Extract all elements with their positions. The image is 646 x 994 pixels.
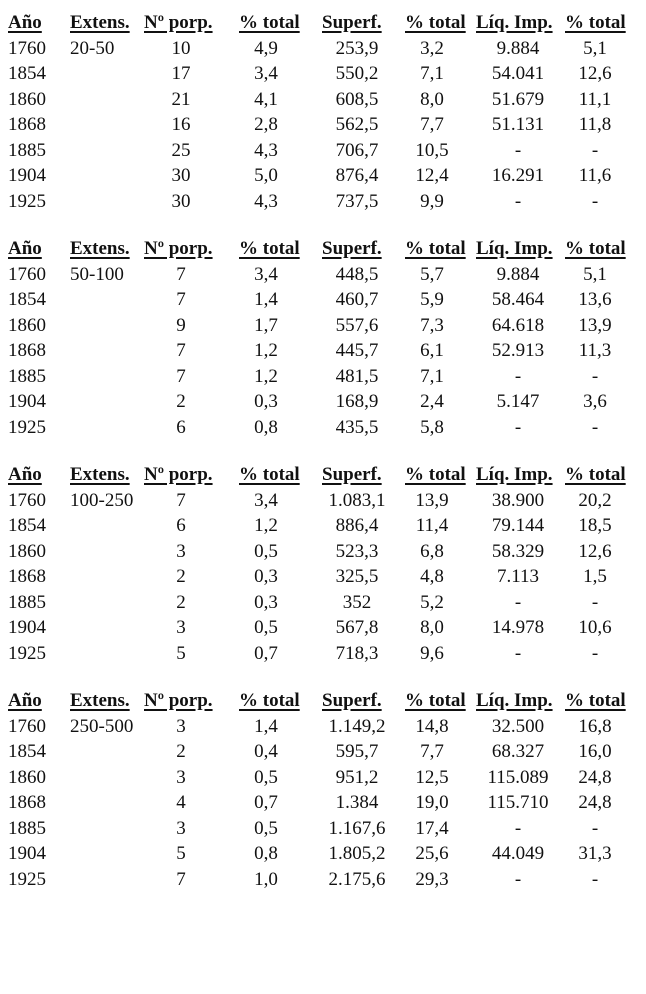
cell-pct-proprietors: 0,5	[254, 817, 278, 839]
header-pct-tax: % total	[565, 690, 626, 711]
cell-liquid-tax: 64.618	[491, 314, 545, 336]
cell-pct-tax: 5,1	[583, 263, 607, 285]
cell-pct-proprietors: 1,2	[254, 515, 278, 536]
header-extension: Extens.	[70, 690, 130, 711]
cell-pct-proprietors: 0,8	[254, 843, 278, 864]
cell-pct-tax: 31,3	[578, 843, 612, 864]
table-row	[0, 790, 646, 816]
cell-liquid-tax: 5.147	[496, 391, 540, 412]
header-pct-proprietors: % total	[239, 238, 300, 259]
cell-surface: 1.805,2	[328, 843, 386, 864]
cell-num-proprietors: 30	[171, 190, 191, 212]
cell-pct-proprietors: 5,0	[254, 165, 278, 186]
cell-pct-proprietors: 0,3	[254, 591, 278, 613]
table-row	[0, 163, 646, 189]
cell-num-proprietors: 7	[176, 340, 186, 361]
cell-liquid-tax: 52.913	[491, 340, 545, 361]
cell-pct-surface: 12,4	[415, 165, 449, 186]
cell-liquid-tax: -	[514, 868, 522, 890]
cell-year: 1885	[8, 817, 46, 839]
cell-extension: 100-250	[70, 489, 134, 511]
cell-pct-proprietors: 0,8	[254, 416, 278, 438]
header-year: Año	[8, 12, 42, 33]
cell-liquid-tax: -	[514, 139, 522, 161]
cell-surface: 253,9	[335, 37, 379, 59]
cell-liquid-tax: 32.500	[491, 715, 545, 737]
header-pct-proprietors: % total	[239, 12, 300, 33]
table-row	[0, 415, 646, 441]
cell-pct-tax: 12,6	[578, 63, 612, 84]
cell-pct-surface: 8,0	[420, 88, 444, 110]
table-row	[0, 313, 646, 339]
cell-pct-tax: -	[591, 868, 599, 890]
header-pct-surface: % total	[405, 690, 466, 711]
cell-surface: 567,8	[335, 617, 379, 638]
cell-year: 1868	[8, 566, 46, 587]
table-row	[0, 615, 646, 641]
cell-num-proprietors: 7	[176, 868, 186, 890]
cell-pct-tax: 18,5	[578, 515, 612, 536]
cell-surface: 595,7	[335, 741, 379, 762]
table-row	[0, 564, 646, 590]
cell-num-proprietors: 30	[171, 165, 191, 186]
cell-surface: 1.167,6	[328, 817, 386, 839]
cell-pct-tax: 16,0	[578, 741, 612, 762]
cell-num-proprietors: 10	[171, 37, 191, 59]
cell-pct-proprietors: 1,4	[254, 715, 278, 737]
cell-surface: 435,5	[335, 416, 379, 438]
header-num-proprietors: Nº porp.	[144, 464, 213, 485]
cell-pct-tax: -	[591, 642, 599, 664]
cell-surface: 876,4	[335, 165, 379, 186]
cell-num-proprietors: 5	[176, 843, 186, 864]
cell-pct-proprietors: 0,5	[254, 617, 278, 638]
cell-surface: 325,5	[335, 566, 379, 587]
cell-pct-proprietors: 3,4	[254, 489, 278, 511]
cell-num-proprietors: 3	[176, 540, 186, 562]
cell-year: 1925	[8, 868, 46, 890]
cell-pct-surface: 13,9	[415, 489, 449, 511]
cell-num-proprietors: 3	[176, 617, 186, 638]
table-block	[0, 236, 646, 440]
cell-pct-tax: 11,3	[578, 340, 612, 361]
cell-num-proprietors: 9	[176, 314, 186, 336]
cell-year: 1760	[8, 263, 46, 285]
header-year: Año	[8, 464, 42, 485]
cell-year: 1885	[8, 591, 46, 613]
cell-pct-proprietors: 4,9	[254, 37, 278, 59]
cell-pct-surface: 10,5	[415, 139, 449, 161]
table-row	[0, 816, 646, 842]
header-pct-tax: % total	[565, 464, 626, 485]
cell-surface: 2.175,6	[328, 868, 386, 890]
cell-liquid-tax: -	[514, 190, 522, 212]
table-row	[0, 262, 646, 288]
cell-pct-tax: -	[591, 190, 599, 212]
cell-year: 1885	[8, 365, 46, 387]
cell-pct-proprietors: 0,5	[254, 540, 278, 562]
cell-year: 1760	[8, 489, 46, 511]
cell-pct-proprietors: 0,4	[254, 741, 278, 762]
table-header-row	[0, 462, 646, 488]
cell-pct-proprietors: 0,3	[254, 566, 278, 587]
header-pct-surface: % total	[405, 12, 466, 33]
cell-pct-tax: 24,8	[578, 792, 612, 813]
cell-pct-proprietors: 1,0	[254, 868, 278, 890]
cell-pct-surface: 11,4	[415, 515, 449, 536]
cell-pct-surface: 3,2	[420, 37, 444, 59]
cell-num-proprietors: 7	[176, 263, 186, 285]
cell-year: 1860	[8, 88, 46, 110]
table-header-row	[0, 10, 646, 36]
header-year: Año	[8, 238, 42, 259]
cell-pct-tax: 11,8	[578, 114, 612, 135]
cell-pct-proprietors: 3,4	[254, 63, 278, 84]
header-liquid-tax: Líq. Imp.	[476, 690, 553, 711]
cell-liquid-tax: -	[514, 365, 522, 387]
cell-liquid-tax: 58.464	[491, 289, 545, 310]
cell-pct-surface: 9,9	[420, 190, 444, 212]
cell-pct-tax: -	[591, 365, 599, 387]
cell-pct-tax: 13,6	[578, 289, 612, 310]
table-row	[0, 590, 646, 616]
cell-pct-surface: 6,1	[420, 340, 444, 361]
header-liquid-tax: Líq. Imp.	[476, 464, 553, 485]
cell-pct-surface: 7,7	[420, 114, 444, 135]
cell-num-proprietors: 2	[176, 391, 186, 412]
cell-year: 1760	[8, 715, 46, 737]
cell-year: 1885	[8, 139, 46, 161]
cell-liquid-tax: 54.041	[491, 63, 545, 84]
header-pct-surface: % total	[405, 464, 466, 485]
table-block	[0, 688, 646, 892]
cell-liquid-tax: 38.900	[491, 489, 545, 511]
cell-pct-proprietors: 0,5	[254, 766, 278, 788]
cell-pct-surface: 8,0	[420, 617, 444, 638]
cell-num-proprietors: 25	[171, 139, 191, 161]
table-row	[0, 61, 646, 87]
cell-pct-surface: 29,3	[415, 868, 449, 890]
cell-num-proprietors: 3	[176, 817, 186, 839]
cell-pct-proprietors: 4,1	[254, 88, 278, 110]
cell-pct-proprietors: 1,2	[254, 340, 278, 361]
table-row	[0, 287, 646, 313]
cell-liquid-tax: 44.049	[491, 843, 545, 864]
table-row	[0, 364, 646, 390]
cell-pct-surface: 5,8	[420, 416, 444, 438]
cell-surface: 608,5	[335, 88, 379, 110]
cell-num-proprietors: 2	[176, 741, 186, 762]
cell-pct-proprietors: 2,8	[254, 114, 278, 135]
header-liquid-tax: Líq. Imp.	[476, 238, 553, 259]
cell-pct-proprietors: 1,2	[254, 365, 278, 387]
cell-liquid-tax: 115.710	[487, 792, 549, 813]
header-liquid-tax: Líq. Imp.	[476, 12, 553, 33]
cell-year: 1860	[8, 314, 46, 336]
cell-pct-proprietors: 1,4	[254, 289, 278, 310]
cell-pct-surface: 14,8	[415, 715, 449, 737]
cell-surface: 1.083,1	[328, 489, 386, 511]
header-extension: Extens.	[70, 464, 130, 485]
table-row	[0, 189, 646, 215]
table-row	[0, 867, 646, 893]
cell-pct-tax: -	[591, 416, 599, 438]
cell-liquid-tax: 9.884	[496, 37, 540, 59]
table-row	[0, 714, 646, 740]
cell-pct-tax: -	[591, 139, 599, 161]
table-row	[0, 539, 646, 565]
cell-num-proprietors: 6	[176, 515, 186, 536]
header-pct-tax: % total	[565, 12, 626, 33]
table-row	[0, 389, 646, 415]
cell-surface: 448,5	[335, 263, 379, 285]
cell-liquid-tax: 68.327	[491, 741, 545, 762]
cell-pct-tax: 13,9	[578, 314, 612, 336]
cell-extension: 20-50	[70, 37, 115, 59]
header-surface: Superf.	[322, 238, 382, 259]
cell-pct-tax: 16,8	[578, 715, 612, 737]
cell-liquid-tax: 7.113	[496, 566, 540, 587]
cell-pct-surface: 12,5	[415, 766, 449, 788]
header-num-proprietors: Nº porp.	[144, 12, 213, 33]
cell-num-proprietors: 7	[176, 289, 186, 310]
table-header-row	[0, 688, 646, 714]
header-pct-proprietors: % total	[239, 690, 300, 711]
header-num-proprietors: Nº porp.	[144, 238, 213, 259]
cell-pct-surface: 5,9	[420, 289, 444, 310]
cell-year: 1854	[8, 63, 46, 84]
header-year: Año	[8, 690, 42, 711]
cell-pct-surface: 7,7	[420, 741, 444, 762]
cell-num-proprietors: 3	[176, 715, 186, 737]
cell-surface: 168,9	[335, 391, 379, 412]
table-row	[0, 765, 646, 791]
cell-year: 1854	[8, 741, 46, 762]
cell-num-proprietors: 2	[176, 566, 186, 587]
cell-extension: 50-100	[70, 263, 124, 285]
cell-pct-proprietors: 4,3	[254, 139, 278, 161]
cell-pct-surface: 7,1	[420, 63, 444, 84]
cell-pct-tax: 11,1	[578, 88, 612, 110]
cell-surface: 557,6	[335, 314, 379, 336]
cell-surface: 951,2	[335, 766, 379, 788]
cell-pct-surface: 2,4	[420, 391, 444, 412]
table-block	[0, 462, 646, 666]
cell-pct-tax: 3,6	[583, 391, 607, 412]
table-header-row	[0, 236, 646, 262]
cell-pct-tax: 11,6	[578, 165, 612, 186]
cell-year: 1904	[8, 843, 46, 864]
table-row	[0, 739, 646, 765]
cell-year: 1925	[8, 416, 46, 438]
cell-pct-tax: 5,1	[583, 37, 607, 59]
cell-pct-surface: 19,0	[415, 792, 449, 813]
cell-year: 1760	[8, 37, 46, 59]
table-row	[0, 641, 646, 667]
cell-pct-proprietors: 3,4	[254, 263, 278, 285]
cell-surface: 562,5	[335, 114, 379, 135]
cell-pct-proprietors: 0,7	[254, 792, 278, 813]
cell-pct-surface: 25,6	[415, 843, 449, 864]
cell-year: 1904	[8, 617, 46, 638]
property-distribution-table	[0, 10, 646, 914]
cell-liquid-tax: 9.884	[496, 263, 540, 285]
table-row	[0, 112, 646, 138]
cell-liquid-tax: -	[514, 416, 522, 438]
cell-year: 1854	[8, 289, 46, 310]
cell-surface: 886,4	[335, 515, 379, 536]
table-row	[0, 87, 646, 113]
cell-num-proprietors: 7	[176, 365, 186, 387]
header-extension: Extens.	[70, 12, 130, 33]
cell-surface: 1.149,2	[328, 715, 386, 737]
cell-surface: 460,7	[335, 289, 379, 310]
cell-pct-proprietors: 1,7	[254, 314, 278, 336]
cell-pct-surface: 5,7	[420, 263, 444, 285]
header-pct-surface: % total	[405, 238, 466, 259]
header-surface: Superf.	[322, 690, 382, 711]
table-block	[0, 10, 646, 214]
cell-liquid-tax: -	[514, 591, 522, 613]
cell-year: 1854	[8, 515, 46, 536]
header-surface: Superf.	[322, 12, 382, 33]
cell-year: 1904	[8, 391, 46, 412]
cell-num-proprietors: 3	[176, 766, 186, 788]
cell-num-proprietors: 5	[176, 642, 186, 664]
cell-extension: 250-500	[70, 715, 134, 737]
cell-year: 1868	[8, 340, 46, 361]
cell-surface: 1.384	[335, 792, 379, 813]
cell-pct-proprietors: 0,3	[254, 391, 278, 412]
cell-surface: 706,7	[335, 139, 379, 161]
table-row	[0, 513, 646, 539]
cell-num-proprietors: 2	[176, 591, 186, 613]
cell-pct-tax: 20,2	[578, 489, 612, 511]
cell-liquid-tax: -	[514, 817, 522, 839]
cell-liquid-tax: 115.089	[487, 766, 549, 788]
cell-year: 1904	[8, 165, 46, 186]
cell-pct-surface: 7,1	[420, 365, 444, 387]
table-row	[0, 841, 646, 867]
table-row	[0, 36, 646, 62]
cell-pct-surface: 6,8	[420, 540, 444, 562]
cell-liquid-tax: 14.978	[491, 617, 545, 638]
cell-pct-surface: 4,8	[420, 566, 444, 587]
cell-pct-surface: 17,4	[415, 817, 449, 839]
cell-num-proprietors: 21	[171, 88, 191, 110]
cell-liquid-tax: -	[514, 642, 522, 664]
cell-liquid-tax: 79.144	[491, 515, 545, 536]
table-row	[0, 138, 646, 164]
cell-liquid-tax: 51.131	[491, 114, 545, 135]
header-num-proprietors: Nº porp.	[144, 690, 213, 711]
cell-pct-tax: 24,8	[578, 766, 612, 788]
header-surface: Superf.	[322, 464, 382, 485]
cell-surface: 737,5	[335, 190, 379, 212]
cell-pct-surface: 5,2	[420, 591, 444, 613]
cell-surface: 445,7	[335, 340, 379, 361]
cell-surface: 550,2	[335, 63, 379, 84]
cell-num-proprietors: 4	[176, 792, 186, 813]
header-pct-proprietors: % total	[239, 464, 300, 485]
cell-year: 1860	[8, 766, 46, 788]
cell-num-proprietors: 6	[176, 416, 186, 438]
cell-liquid-tax: 58.329	[491, 540, 545, 562]
cell-pct-proprietors: 4,3	[254, 190, 278, 212]
cell-year: 1925	[8, 190, 46, 212]
cell-surface: 718,3	[335, 642, 379, 664]
cell-num-proprietors: 17	[171, 63, 191, 84]
cell-surface: 481,5	[335, 365, 379, 387]
cell-pct-tax: -	[591, 817, 599, 839]
cell-num-proprietors: 16	[171, 114, 191, 135]
cell-pct-surface: 7,3	[420, 314, 444, 336]
cell-year: 1868	[8, 792, 46, 813]
cell-liquid-tax: 51.679	[491, 88, 545, 110]
cell-year: 1868	[8, 114, 46, 135]
cell-num-proprietors: 7	[176, 489, 186, 511]
cell-year: 1860	[8, 540, 46, 562]
cell-pct-tax: 10,6	[578, 617, 612, 638]
cell-pct-proprietors: 0,7	[254, 642, 278, 664]
cell-surface: 523,3	[335, 540, 379, 562]
cell-liquid-tax: 16.291	[491, 165, 545, 186]
cell-pct-tax: 1,5	[583, 566, 607, 587]
table-row	[0, 488, 646, 514]
header-pct-tax: % total	[565, 238, 626, 259]
cell-pct-tax: 12,6	[578, 540, 612, 562]
header-extension: Extens.	[70, 238, 130, 259]
cell-year: 1925	[8, 642, 46, 664]
cell-surface: 352	[342, 591, 372, 613]
table-row	[0, 338, 646, 364]
cell-pct-surface: 9,6	[420, 642, 444, 664]
cell-pct-tax: -	[591, 591, 599, 613]
